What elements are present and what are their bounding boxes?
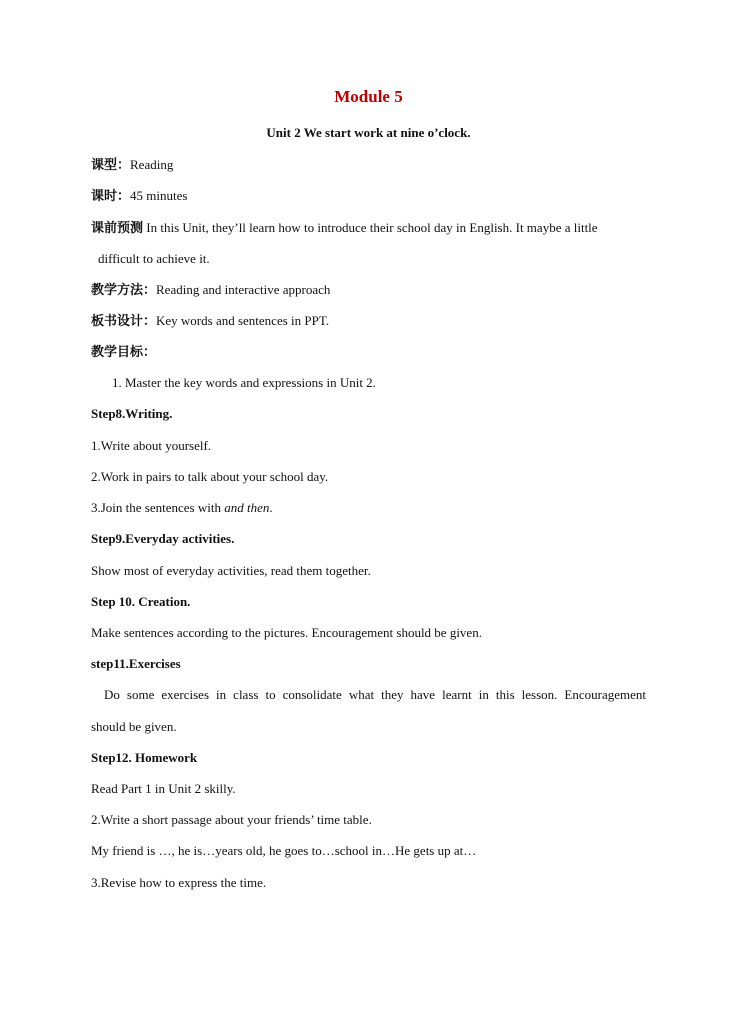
preview-text-line-2: difficult to achieve it. (98, 251, 210, 266)
step12-item-4: 3.Revise how to express the time. (91, 875, 267, 890)
step12-item-2: 2.Write a short passage about your friends’ time table. (91, 812, 372, 827)
lesson-time-label: 课时： (91, 189, 131, 204)
unit-subtitle: Unit 2 We start work at nine o’clock. (266, 125, 471, 140)
method-value: Reading and interactive approach (156, 282, 331, 297)
goals-row (91, 344, 156, 361)
preview-text-line-1: In this Unit, they’ll learn how to introduce their school day in English. It maybe a little (146, 220, 598, 235)
module-title: Module 5 (334, 87, 403, 106)
step12-item-3: My friend is …, he is…years old, he goes to…school in…He gets up at… (91, 843, 477, 858)
lesson-type-row (91, 157, 173, 174)
lesson-time-row (91, 188, 187, 205)
goals-label: 教学目标： (91, 345, 157, 360)
board-design-row (91, 313, 329, 330)
step11-text-line-2: should be given. (91, 719, 177, 734)
step8-item-2: 2.Work in pairs to talk about your school day. (91, 469, 329, 484)
step11-heading: step11.Exercises (91, 656, 181, 671)
preview-row (91, 220, 598, 237)
lesson-type-label: 课型： (91, 158, 131, 173)
step12-item-1: Read Part 1 in Unit 2 skilly. (91, 781, 236, 796)
lesson-time-value: 45 minutes (130, 188, 188, 203)
step8-heading: Step8.Writing. (91, 406, 173, 421)
board-design-label: 板书设计： (91, 314, 157, 329)
lesson-type-value: Reading (130, 157, 174, 172)
step11-text-line-1: Do some exercises in class to consolidate what they have learnt in this lesson. Encouragement (104, 687, 646, 702)
preview-label: 课前预测 (91, 221, 144, 236)
step8-item-1: 1.Write about yourself. (91, 438, 212, 453)
step8-item-3-prefix: 3.Join the sentences with (91, 500, 225, 515)
step10-heading: Step 10. Creation. (91, 594, 191, 609)
goal-item-1: 1. Master the key words and expressions in Unit 2. (112, 375, 376, 390)
step9-heading: Step9.Everyday activities. (91, 531, 235, 546)
method-row (91, 282, 330, 299)
step12-heading: Step12. Homework (91, 750, 198, 765)
method-label: 教学方法： (91, 283, 157, 298)
step8-item-3 (91, 500, 273, 516)
step10-text: Make sentences according to the pictures. Encouragement should be given. (91, 625, 482, 640)
step9-text: Show most of everyday activities, read them together. (91, 563, 371, 578)
step8-item-3-suffix: . (269, 500, 273, 515)
step8-item-3-italic: and then (224, 500, 270, 515)
board-design-value: Key words and sentences in PPT. (156, 313, 330, 328)
